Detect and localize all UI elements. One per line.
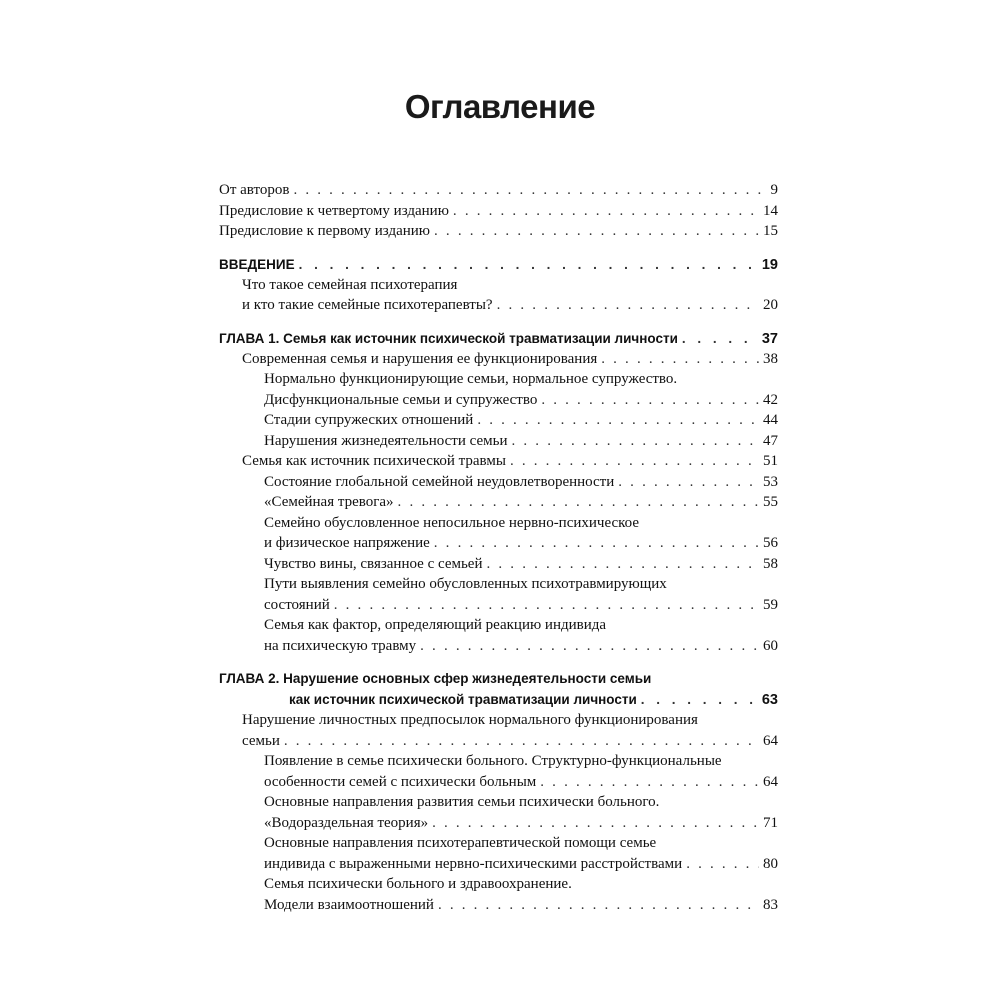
toc-entry-line1 (219, 792, 778, 813)
toc-entry (219, 492, 778, 513)
entry-title: Основные направления развития семьи психически больного. (264, 794, 660, 810)
page-number: 80 (763, 855, 778, 872)
entry-title: Стадии супружеских отношений (264, 412, 474, 428)
toc-entry (219, 431, 778, 452)
entry-title: Нормально функционирующие семьи, нормальное супружество. (264, 371, 678, 387)
dot-leader (477, 410, 759, 431)
dot-leader (512, 431, 760, 452)
page-number: 20 (763, 297, 778, 313)
entry-title: Предисловие к первому изданию (219, 223, 431, 239)
toc-entry-line1 (219, 513, 778, 534)
toc-entry (219, 180, 778, 201)
entry-title: Семья психически больного и здравоохранение. (264, 876, 572, 892)
dot-leader (420, 636, 759, 657)
page-number: 15 (763, 223, 778, 239)
page-number: 55 (763, 494, 778, 510)
toc-entry (219, 221, 778, 242)
toc-entry (219, 595, 778, 616)
entry-title: Дисфункциональные семьи и супружество (264, 391, 538, 408)
page-number: 64 (763, 773, 778, 790)
entry-title: Модели взаимоотношений (264, 896, 434, 913)
page-number: 83 (763, 896, 778, 913)
entry-title: ГЛАВА 1. Семья как источник психической травматизации личности (219, 330, 678, 346)
page-number: 63 (761, 692, 778, 708)
toc-entry (219, 554, 778, 575)
page-number: 9 (770, 182, 778, 198)
entry-title: Чувство вины, связанное с семьей (264, 555, 483, 572)
toc-entry-line1 (219, 833, 778, 854)
page-number: 56 (763, 535, 778, 551)
dot-leader (510, 451, 759, 472)
entry-title: ГЛАВА 2. Нарушение основных сфер жизнедеятельности семьи (219, 671, 652, 686)
entry-title: Семейно обусловленное непосильное нервно-психическое (264, 514, 640, 531)
dot-leader (497, 295, 759, 316)
entry-title: Семья как источник психической травмы (242, 453, 506, 469)
toc-entry (219, 295, 778, 316)
page-number: 59 (763, 596, 778, 613)
page-number: 64 (763, 732, 778, 749)
toc-entry (219, 772, 778, 793)
entry-title: и физическое напряжение (264, 535, 430, 551)
toc-section (219, 451, 778, 472)
toc-entry-line1 (219, 574, 778, 595)
dot-leader (293, 180, 766, 201)
dot-leader (540, 772, 759, 793)
toc-heading (219, 254, 778, 275)
entry-title: Появление в семье психически больного. Структурно-функциональные (264, 753, 722, 769)
entry-title: «Семейная тревога» (264, 494, 394, 510)
page-number: 38 (763, 350, 778, 367)
dot-leader (284, 731, 759, 752)
entry-title: особенности семей с психически больным (264, 773, 537, 790)
dot-leader (601, 349, 759, 370)
dot-leader (541, 390, 759, 411)
dot-leader (641, 689, 758, 710)
toc-entry (219, 201, 778, 222)
dot-leader (432, 813, 759, 834)
dot-leader (434, 533, 759, 554)
entry-title: Нарушения жизнедеятельности семьи (264, 432, 508, 449)
page-number: 71 (763, 814, 778, 831)
entry-title: как источник психической травматизации личности (289, 692, 637, 707)
dot-leader (618, 472, 759, 493)
page-number: 44 (763, 412, 778, 428)
toc-entry-line1 (219, 275, 778, 296)
entry-title: ВВЕДЕНИЕ (219, 256, 295, 272)
entry-title: Основные направления психотерапевтической помощи семье (264, 835, 657, 851)
page-number: 47 (763, 432, 778, 449)
dot-leader (438, 895, 759, 916)
toc-heading (219, 328, 778, 349)
entry-title: индивида с выраженными нервно-психическими расстройствами (264, 855, 683, 872)
toc-entry (219, 533, 778, 554)
page-number: 37 (761, 330, 778, 347)
entry-title: Семья как фактор, определяющий реакцию индивида (264, 617, 607, 633)
entry-title: Предисловие к четвертому изданию (219, 202, 449, 219)
toc-entry (219, 854, 778, 875)
page-number: 53 (763, 473, 778, 490)
dot-leader (299, 254, 758, 275)
dot-leader (682, 328, 758, 349)
page-number: 51 (763, 453, 778, 469)
page-number: 14 (763, 202, 778, 219)
page-number: 42 (763, 391, 778, 408)
entry-title: Состояние глобальной семейной неудовлетворенности (264, 473, 615, 490)
toc-entry (219, 813, 778, 834)
entry-title: Нарушение личностных предпосылок нормального функционирования (242, 712, 698, 728)
toc-entry (219, 410, 778, 431)
toc-entry (219, 472, 778, 493)
dot-leader (434, 221, 759, 242)
toc-entry-line1 (219, 615, 778, 636)
entry-title: Пути выявления семейно обусловленных психотравмирующих (264, 576, 667, 592)
entry-title: От авторов (219, 182, 290, 198)
entry-title: и кто такие семейные психотерапевты? (242, 297, 493, 313)
dot-leader (453, 201, 759, 222)
page-number: 58 (763, 555, 778, 572)
toc-entry-line1 (219, 369, 778, 390)
toc-section-line1 (219, 710, 778, 731)
entry-title: на психическую травму (264, 637, 417, 654)
toc-entry (219, 390, 778, 411)
toc-entry (219, 636, 778, 657)
toc-heading (219, 689, 778, 710)
toc-section (219, 349, 778, 370)
entry-title: семьи (242, 732, 280, 749)
dot-leader (334, 595, 759, 616)
entry-title: Современная семья и нарушения ее функционирования (242, 350, 598, 367)
entry-title: Что такое семейная психотерапия (242, 276, 458, 293)
toc-entry-line1 (219, 751, 778, 772)
page-number: 19 (761, 256, 778, 273)
toc-entry (219, 895, 778, 916)
dot-leader (686, 854, 759, 875)
entry-title: «Водораздельная теория» (264, 814, 429, 831)
toc-heading-line1 (219, 668, 778, 689)
toc-entry-line1 (219, 874, 778, 895)
table-of-contents (219, 180, 778, 915)
dot-leader (398, 492, 759, 513)
entry-title: состояний (264, 596, 330, 613)
page-number: 60 (763, 637, 778, 654)
toc-section (219, 731, 778, 752)
dot-leader (487, 554, 760, 575)
page-title: Оглавление (404, 88, 596, 125)
